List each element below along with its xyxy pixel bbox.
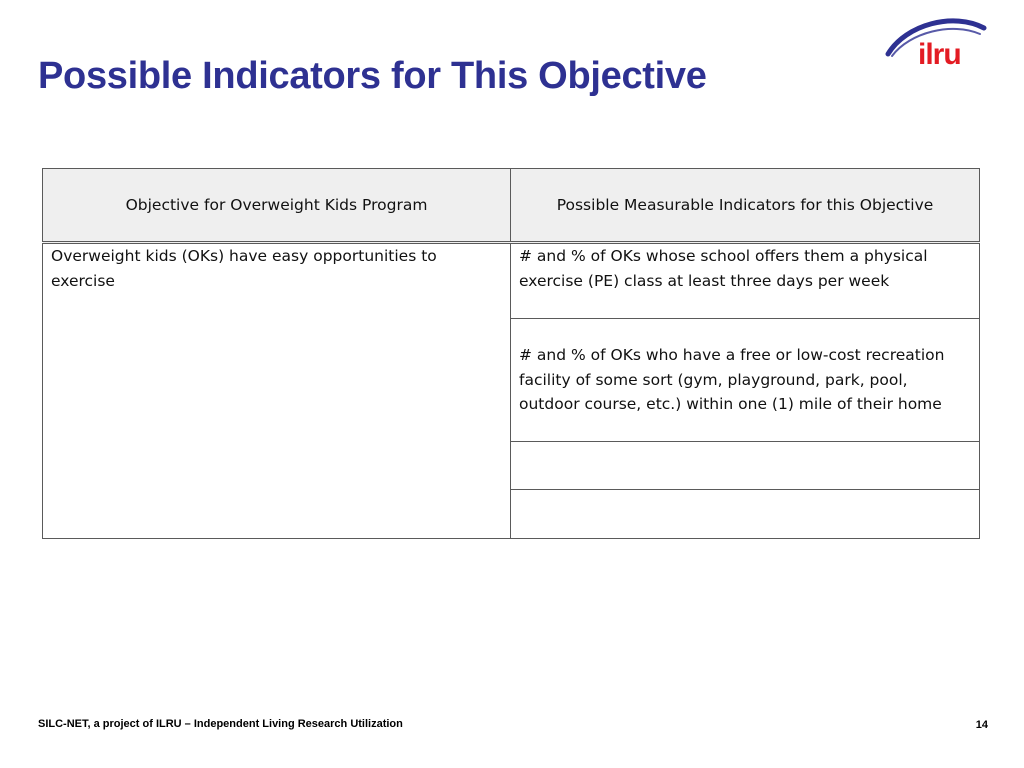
header-objective: Objective for Overweight Kids Program — [43, 169, 511, 243]
page-number: 14 — [975, 719, 988, 731]
slide-footer: SILC-NET, a project of ILRU – Independent Living Research Utilization — [38, 718, 403, 730]
indicator-cell: # and % of OKs who have a free or low-cost recreation facility of some sort (gym, playground, park, pool, outdoor course, etc.) within one (1) mile of their home — [511, 319, 980, 442]
indicator-cell: # and % of OKs whose school offers them a physical exercise (PE) class at least three days per week — [511, 243, 980, 319]
table-header-row — [43, 169, 980, 243]
indicator-cell-empty — [511, 442, 980, 490]
objective-cell: Overweight kids (OKs) have easy opportunities to exercise — [43, 243, 511, 539]
indicators-table — [42, 168, 980, 539]
slide-title: Possible Indicators for This Objective — [38, 55, 707, 97]
header-indicators: Possible Measurable Indicators for this Objective — [511, 169, 980, 243]
indicator-cell-empty — [511, 490, 980, 539]
ilru-logo — [884, 14, 992, 74]
logo-wordmark: ilru — [918, 38, 961, 71]
table-row — [43, 243, 980, 319]
